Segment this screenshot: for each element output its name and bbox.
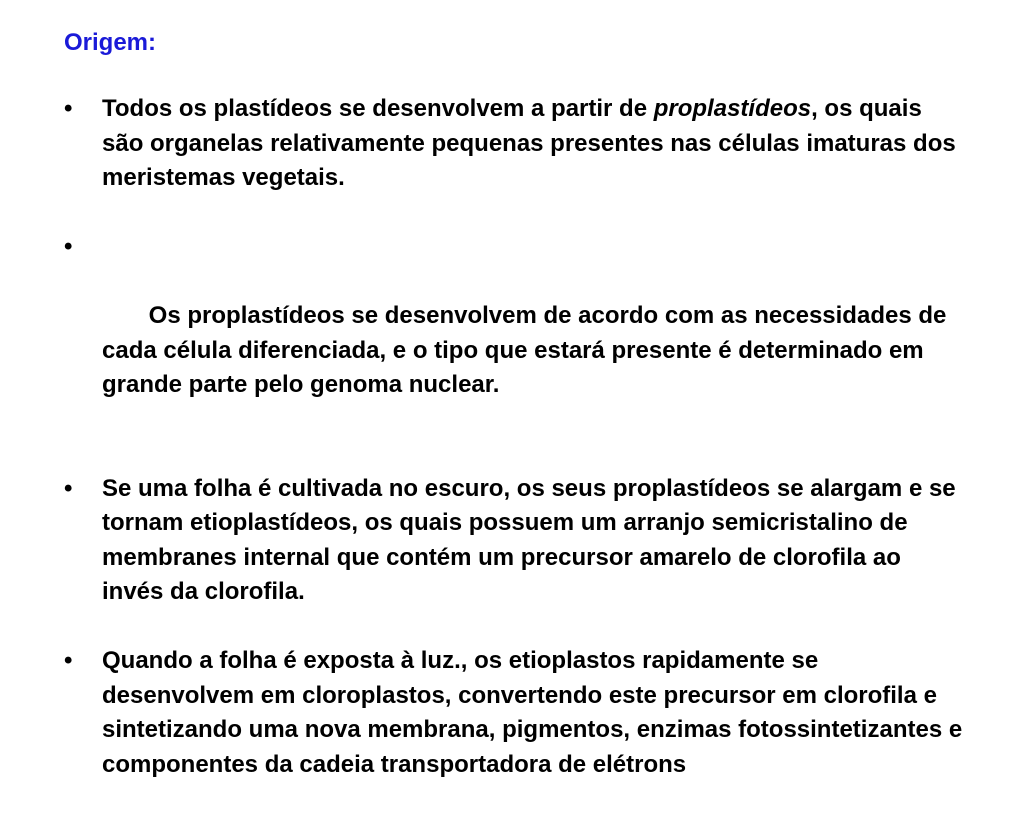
bullet-emphasis: proplastídeos: [653, 95, 812, 122]
bullet-item: [64, 644, 964, 782]
bullet-text: [102, 95, 956, 191]
bullet-item: [64, 92, 964, 196]
bullet-text: Os proplastídeos se desenvolvem de acordo com as necessidades de cada célula diferenciada, e o tipo que estará presente é determinado em grande parte pelo genoma nuclear.: [102, 302, 954, 398]
bullet-item: [64, 472, 964, 610]
bullet-text: Quando a folha é exposta à luz., os etioplastos rapidamente se desenvolvem em cloroplastos, convertendo este precursor em clorofila e sintetizando uma nova membrana, pigmentos, enzimas fotossintetizantes e componentes da cadeia transportadora de elétrons: [102, 647, 963, 778]
slide-heading: Origem:: [64, 29, 157, 56]
bullet-item: [64, 230, 964, 437]
bullet-text: Se uma folha é cultivada no escuro, os seus proplastídeos se alargam e se tornam etioplastídeos, os quais possuem um arranjo semicristalino de membranes internal que contém um precursor amarelo de clorofila ao invés da clorofila.: [102, 474, 956, 605]
bullet-dot-icon: •: [64, 233, 73, 260]
bullet-dot-icon: •: [64, 95, 73, 122]
bullet-dot-icon: •: [64, 474, 73, 502]
bullet-text-start: Todos os plastídeos se desenvolvem a partir de: [102, 95, 654, 122]
bullet-text-end: , os quais são organelas relativamente pequenas presentes nas células imaturas dos meristemas vegetais.: [102, 95, 956, 191]
bullet-list: [64, 92, 964, 817]
bullet-dot-icon: •: [64, 647, 73, 674]
